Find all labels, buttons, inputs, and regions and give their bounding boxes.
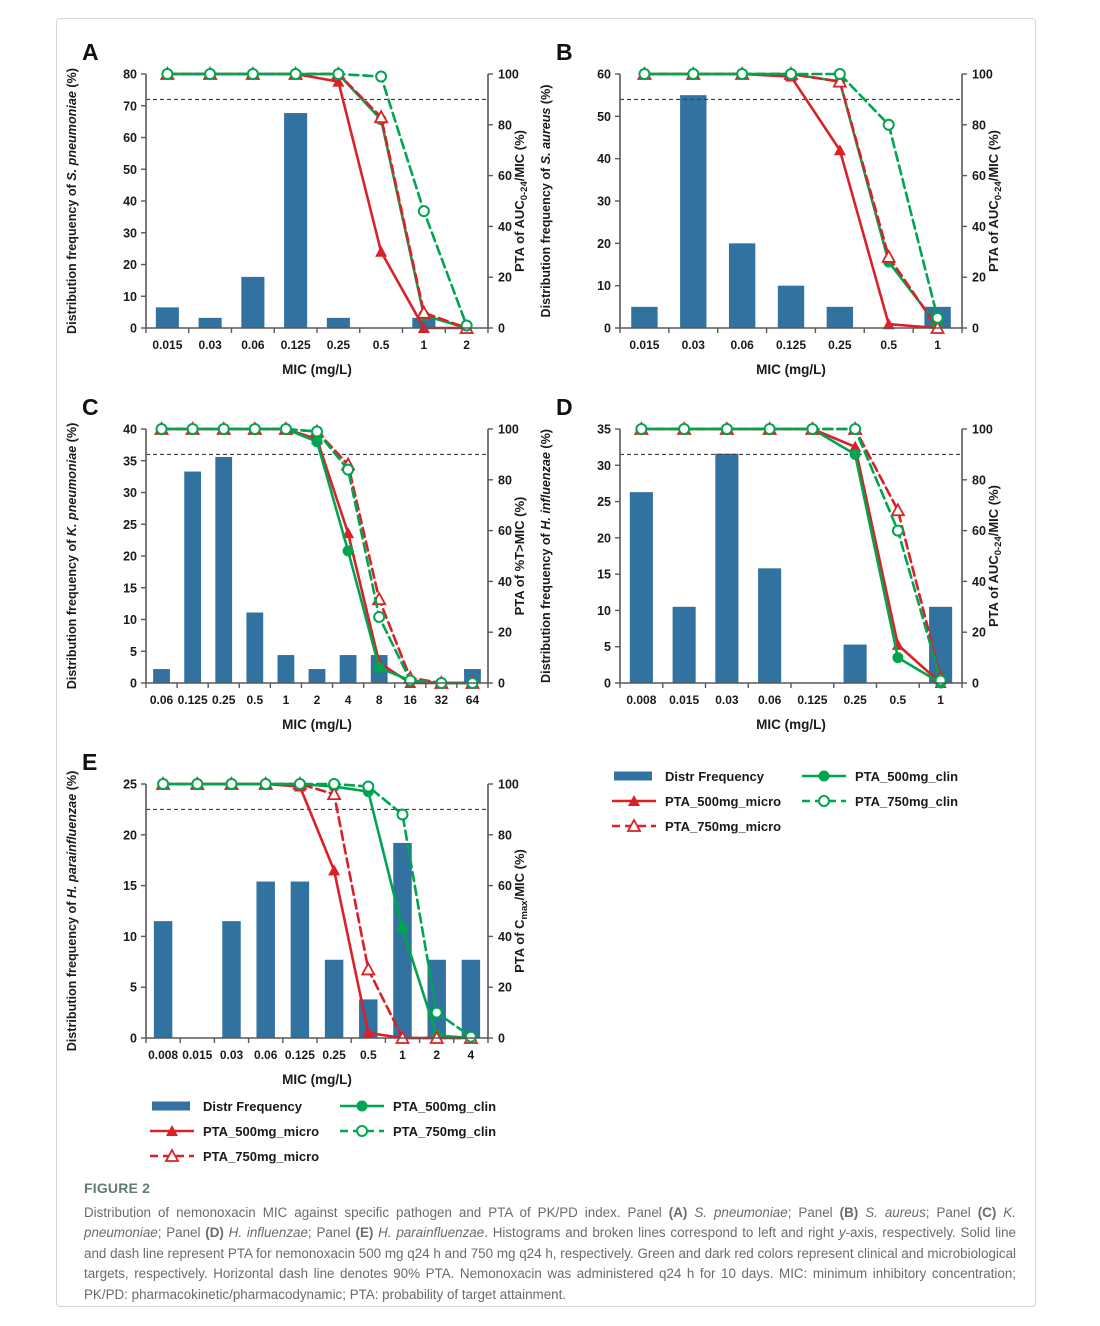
svg-text:1: 1 — [399, 1048, 406, 1062]
legend-column — [612, 768, 781, 843]
svg-text:Distribution frequency of K. p: Distribution frequency of K. pneumoniae (%) — [65, 422, 79, 690]
svg-text:20: 20 — [972, 625, 986, 640]
svg-text:80: 80 — [498, 118, 512, 133]
svg-text:20: 20 — [972, 270, 986, 285]
svg-text:0.015: 0.015 — [152, 338, 183, 352]
svg-text:0.25: 0.25 — [843, 693, 867, 707]
line-swatch — [612, 793, 656, 809]
svg-text:1: 1 — [282, 693, 290, 707]
svg-text:5: 5 — [604, 640, 611, 655]
panel-a-chart — [58, 28, 538, 386]
svg-text:MIC (mg/L): MIC (mg/L) — [282, 717, 352, 732]
svg-text:25: 25 — [597, 495, 611, 510]
line-swatch — [612, 818, 656, 834]
svg-text:40: 40 — [123, 194, 137, 209]
svg-text:40: 40 — [123, 422, 137, 437]
svg-text:80: 80 — [123, 67, 137, 82]
svg-text:4: 4 — [467, 1048, 475, 1062]
svg-text:Distribution frequency of H. p: Distribution frequency of H. parainfluenzae (%) — [65, 770, 79, 1052]
legend-label: Distr Frequency — [665, 768, 764, 784]
svg-text:25: 25 — [123, 777, 137, 792]
svg-text:0.06: 0.06 — [241, 338, 265, 352]
svg-text:E: E — [82, 749, 98, 775]
panel-d-plot — [532, 383, 1012, 741]
svg-text:0: 0 — [498, 321, 505, 336]
panel-e-chart — [58, 738, 538, 1096]
svg-text:15: 15 — [123, 879, 137, 894]
legend-item — [612, 793, 781, 809]
svg-text:15: 15 — [123, 581, 137, 596]
svg-text:4: 4 — [344, 693, 352, 707]
svg-text:0: 0 — [972, 321, 979, 336]
svg-text:40: 40 — [597, 152, 611, 167]
svg-text:2: 2 — [433, 1048, 441, 1062]
svg-text:60: 60 — [972, 524, 986, 539]
svg-text:MIC (mg/L): MIC (mg/L) — [756, 362, 826, 377]
svg-text:25: 25 — [123, 517, 137, 532]
svg-text:0.5: 0.5 — [246, 693, 264, 707]
legend-item — [802, 768, 958, 784]
svg-text:0.125: 0.125 — [280, 338, 311, 352]
legend-label: PTA_750mg_clin — [393, 1123, 497, 1139]
line-swatch — [340, 1123, 384, 1139]
caption-body: Distribution of nemonoxacin MIC against specific pathogen and PTA of PK/PD index. Panel (A) S. pneumoniae; Panel (B) S. aureus; Panel (C) K. pneumoniae; Panel (D) H. influenzae; Panel (E) H. parainfluenzae. Histograms and broken lines correspond to left and right y-axis, respectively. Solid line and dash line represent PTA for nemonoxacin 500 mg q24 h and 750 mg q24 h, respectively. Green and dark red colors represent clinical and microbiological targets, respectively. Horizontal dash line denotes 90% PTA. Nemonoxacin was administered q24 h for 10 days. MIC: minimum inhibitory concentration; PK/PD: pharmacokinetic/pharmacodynamic; PTA: probability of target attainment. — [84, 1205, 1016, 1302]
svg-text:20: 20 — [498, 270, 512, 285]
svg-text:0.5: 0.5 — [359, 1048, 377, 1062]
svg-text:PTA of AUC0-24/MIC (%): PTA of $AUC_{0-24}$/MIC (%) — [986, 484, 1004, 628]
svg-text:0: 0 — [604, 321, 611, 336]
svg-text:0.03: 0.03 — [715, 693, 739, 707]
svg-text:0: 0 — [498, 1031, 505, 1046]
svg-text:MIC (mg/L): MIC (mg/L) — [756, 717, 826, 732]
svg-text:C: C — [82, 394, 99, 420]
svg-text:16: 16 — [403, 693, 417, 707]
svg-text:20: 20 — [597, 531, 611, 546]
svg-text:100: 100 — [972, 422, 993, 437]
svg-text:100: 100 — [498, 422, 519, 437]
legend-item — [150, 1098, 319, 1114]
legend-item — [150, 1148, 319, 1164]
svg-text:0.5: 0.5 — [889, 693, 907, 707]
svg-text:0.015: 0.015 — [629, 338, 660, 352]
legend-item — [802, 793, 958, 809]
svg-text:10: 10 — [597, 279, 611, 294]
bar-swatch — [612, 768, 656, 784]
svg-text:60: 60 — [498, 524, 512, 539]
svg-text:64: 64 — [465, 693, 480, 707]
svg-text:0.06: 0.06 — [254, 1048, 278, 1062]
figure-caption — [84, 1180, 1016, 1305]
svg-text:2: 2 — [463, 338, 470, 352]
svg-text:0.25: 0.25 — [828, 338, 852, 352]
svg-text:PTA of AUC0-24/MIC (%): PTA of $AUC_{0-24}$/MIC (%) — [512, 129, 530, 273]
svg-text:B: B — [556, 39, 573, 65]
svg-text:0.125: 0.125 — [177, 693, 208, 707]
line-swatch — [802, 793, 846, 809]
svg-text:Distribution frequency of H. i: Distribution frequency of H. influenzae (%) — [539, 429, 553, 683]
svg-text:0.015: 0.015 — [182, 1048, 213, 1062]
svg-text:60: 60 — [123, 131, 137, 145]
panel-b-plot — [532, 28, 1012, 386]
svg-text:30: 30 — [123, 226, 137, 241]
legend-label: PTA_750mg_micro — [665, 818, 782, 834]
svg-text:60: 60 — [498, 879, 512, 894]
svg-text:A: A — [82, 39, 99, 65]
svg-text:MIC (mg/L): MIC (mg/L) — [282, 362, 352, 377]
svg-text:60: 60 — [597, 67, 611, 82]
svg-text:80: 80 — [498, 473, 512, 488]
svg-text:15: 15 — [597, 567, 611, 582]
svg-text:10: 10 — [597, 603, 611, 618]
svg-text:10: 10 — [123, 613, 137, 627]
svg-text:50: 50 — [597, 109, 611, 124]
svg-text:40: 40 — [498, 574, 512, 589]
svg-text:MIC (mg/L): MIC (mg/L) — [282, 1072, 352, 1087]
svg-text:Distribution frequency of S. a: Distribution frequency of S. aureus (%) — [539, 84, 553, 318]
line-swatch — [150, 1123, 194, 1139]
line-swatch — [340, 1098, 384, 1114]
svg-text:20: 20 — [597, 236, 611, 251]
legend-item — [150, 1123, 319, 1139]
svg-text:0.125: 0.125 — [775, 338, 807, 352]
svg-text:10: 10 — [123, 289, 137, 304]
svg-text:0.125: 0.125 — [797, 693, 828, 707]
svg-text:0.125: 0.125 — [284, 1048, 315, 1062]
svg-text:100: 100 — [972, 67, 993, 82]
svg-text:30: 30 — [123, 486, 137, 500]
svg-text:0: 0 — [130, 676, 137, 691]
svg-text:1: 1 — [934, 338, 941, 352]
svg-text:0.06: 0.06 — [730, 338, 754, 352]
svg-text:32: 32 — [434, 693, 449, 707]
panel-a-plot — [58, 28, 538, 386]
svg-text:0.03: 0.03 — [681, 338, 705, 352]
svg-text:20: 20 — [123, 549, 137, 564]
legend-item — [340, 1123, 496, 1139]
panel-c-plot — [58, 383, 538, 741]
svg-text:0: 0 — [130, 321, 137, 336]
legend-column — [802, 768, 958, 818]
panel-c-chart — [58, 383, 538, 741]
svg-text:0.25: 0.25 — [326, 338, 351, 352]
svg-text:80: 80 — [498, 828, 512, 843]
line-swatch — [802, 768, 846, 784]
legend-label: PTA_500mg_clin — [393, 1098, 497, 1114]
legend-label: PTA_500mg_clin — [855, 768, 959, 784]
svg-text:20: 20 — [498, 980, 512, 995]
svg-text:35: 35 — [123, 454, 137, 469]
svg-text:0: 0 — [972, 676, 979, 691]
svg-text:60: 60 — [498, 169, 512, 184]
legend-item — [340, 1098, 496, 1114]
svg-text:40: 40 — [972, 574, 986, 589]
legend-item — [612, 768, 781, 784]
svg-text:0.06: 0.06 — [757, 693, 782, 707]
svg-text:0.5: 0.5 — [880, 338, 898, 352]
svg-text:10: 10 — [123, 929, 137, 944]
svg-text:0: 0 — [604, 676, 611, 691]
svg-text:60: 60 — [972, 169, 986, 184]
panel-d-chart — [532, 383, 1012, 741]
svg-text:100: 100 — [498, 67, 519, 82]
svg-text:30: 30 — [597, 194, 611, 209]
line-swatch — [150, 1148, 194, 1164]
svg-text:PTA of %T>MIC (%): PTA of %T>MIC (%) — [512, 496, 527, 616]
svg-text:0.015: 0.015 — [669, 693, 700, 707]
svg-text:5: 5 — [130, 980, 137, 995]
legend-label: PTA_500mg_micro — [665, 793, 782, 809]
svg-text:PTA of AUC0-24/MIC (%): PTA of $AUC_{0-24}$/MIC (%) — [986, 129, 1004, 273]
svg-text:40: 40 — [498, 929, 512, 944]
legend-label: PTA_500mg_micro — [203, 1123, 320, 1139]
svg-text:Distribution frequency of S. p: Distribution frequency of S. pneumoniae (%) — [65, 68, 79, 334]
svg-text:20: 20 — [123, 258, 137, 272]
svg-text:0: 0 — [498, 676, 505, 691]
svg-text:8: 8 — [375, 693, 383, 707]
panel-b-chart — [532, 28, 1012, 386]
legend-item — [612, 818, 781, 834]
svg-text:0: 0 — [130, 1031, 137, 1046]
svg-text:40: 40 — [498, 219, 512, 234]
svg-text:20: 20 — [498, 625, 512, 640]
svg-text:1: 1 — [420, 338, 428, 352]
svg-text:0.008: 0.008 — [148, 1048, 179, 1062]
panel-e-plot — [58, 738, 538, 1096]
svg-text:0.03: 0.03 — [198, 338, 222, 352]
svg-text:5: 5 — [130, 644, 137, 659]
legend-label: PTA_750mg_clin — [855, 793, 959, 809]
svg-text:0.03: 0.03 — [219, 1048, 244, 1062]
caption-title: FIGURE 2 — [84, 1180, 151, 1196]
svg-text:D: D — [556, 394, 573, 420]
svg-text:100: 100 — [498, 777, 519, 792]
svg-text:0.008: 0.008 — [626, 693, 657, 707]
svg-text:35: 35 — [597, 422, 611, 437]
svg-text:80: 80 — [972, 118, 986, 133]
bar-swatch — [150, 1098, 194, 1114]
legend-label: PTA_750mg_micro — [203, 1148, 320, 1164]
svg-text:0.25: 0.25 — [322, 1048, 346, 1062]
svg-text:20: 20 — [123, 828, 137, 843]
legend-column — [340, 1098, 496, 1148]
legend-column — [150, 1098, 319, 1173]
legend-label: Distr Frequency — [203, 1098, 302, 1114]
svg-text:70: 70 — [123, 99, 137, 114]
svg-text:80: 80 — [972, 473, 986, 488]
svg-text:0.06: 0.06 — [149, 693, 174, 707]
svg-text:40: 40 — [972, 219, 986, 234]
svg-text:1: 1 — [937, 693, 944, 707]
svg-text:0.5: 0.5 — [372, 338, 390, 352]
svg-text:PTA of Cmax/MIC (%): PTA of $C_{max}$/MIC (%) — [512, 849, 530, 973]
svg-text:2: 2 — [313, 693, 321, 707]
svg-text:30: 30 — [597, 458, 611, 473]
svg-text:50: 50 — [123, 162, 137, 177]
svg-text:0.25: 0.25 — [212, 693, 236, 707]
